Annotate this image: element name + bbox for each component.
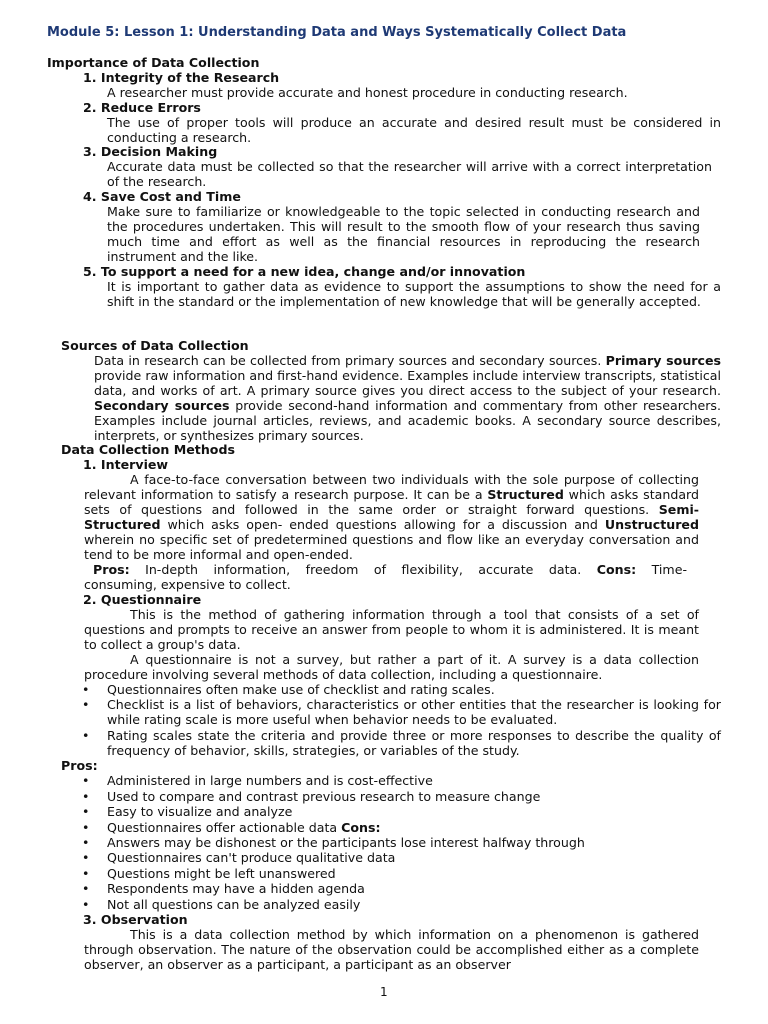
importance-item-1-text: A researcher must provide accurate and honest procedure in conducting research. [107, 85, 628, 100]
interview-pros-text: In-depth information, freedom of flexibility, accurate data. [129, 562, 597, 577]
bullet-icon: • [82, 866, 90, 881]
questionnaire-bullet-2: Checklist is a list of behaviors, characteristics or other entities that the researcher is looking for while rating scale is more useful when behavior needs to be evaluated. [107, 697, 721, 727]
questionnaire-pros-heading: Pros: [61, 758, 98, 773]
unstructured-term: Unstructured [604, 517, 699, 532]
structured-term: Structured [487, 487, 564, 502]
interview-text-1: A face-to-face conversation between two individuals with the sole purpose of collecting relevant information to satisfy a research purpose. It can be a [84, 472, 699, 502]
bullet-icon: • [82, 820, 90, 835]
questionnaire-bullet-1: Questionnaires often make use of checklist and rating scales. [107, 682, 495, 697]
interview-title: 1. Interview [83, 457, 169, 472]
sources-text-3: provide second-hand information and commentary from other researchers. Examples include journal articles, reviews, and academic books. A secondary source describes, interprets, or synthesizes primary sources. [94, 398, 722, 443]
interview-pros-label: Pros: [93, 562, 130, 577]
questionnaire-pro-2: Used to compare and contrast previous research to measure change [107, 789, 541, 804]
questionnaire-pro-4-text: Questionnaires offer actionable data [107, 820, 342, 835]
interview-text-3: which asks open- ended questions allowing for a discussion and [160, 517, 605, 532]
observation-paragraph: This is a data collection method by which information on a phenomenon is gathered through observation. The nature of the observation could be accomplished either as a complete observer, an observer as a participant, a participant as an observer [84, 927, 699, 972]
bullet-icon: • [82, 789, 90, 804]
methods-heading: Data Collection Methods [61, 442, 235, 457]
questionnaire-cons-label: Cons: [341, 820, 381, 835]
questionnaire-paragraph-1: This is the method of gathering information through a tool that consists of a set of questions and prompts to receive an answer from people to whom it is administered. It is meant to collect a group's data. [84, 607, 699, 652]
bullet-icon: • [82, 682, 90, 697]
questionnaire-pro-3: Easy to visualize and analyze [107, 804, 293, 819]
secondary-sources-term: Secondary sources [94, 398, 230, 413]
sources-paragraph [94, 353, 721, 443]
bullet-icon: • [82, 804, 90, 819]
importance-item-5-title: 5. To support a need for a new idea, change and/or innovation [83, 264, 526, 279]
page-number: 1 [380, 985, 388, 999]
questionnaire-con-3: Questions might be left unanswered [107, 866, 336, 881]
questionnaire-con-1: Answers may be dishonest or the participants lose interest halfway through [107, 835, 585, 850]
observation-title: 3. Observation [83, 912, 188, 927]
importance-item-2-text: The use of proper tools will produce an accurate and desired result must be considered in conducting a research. [107, 115, 721, 145]
interview-cons-label: Cons: [596, 562, 637, 577]
importance-item-4-text: Make sure to familiarize or knowledgeable to the topic selected in conducting research and the procedures undertaken. This will result to the smooth flow of your research thus saving much time and effort as well as the financial resources in reproducing the research instrument and the like. [107, 204, 700, 264]
bullet-icon: • [82, 881, 90, 896]
importance-item-2-title: 2. Reduce Errors [83, 100, 201, 115]
questionnaire-con-2: Questionnaires can't produce qualitative data [107, 850, 396, 865]
importance-item-3-text: Accurate data must be collected so that the researcher will arrive with a correct interpretation of the research. [107, 159, 712, 189]
page-title: Module 5: Lesson 1: Understanding Data and Ways Systematically Collect Data [47, 25, 627, 40]
importance-item-4-title: 4. Save Cost and Time [83, 189, 241, 204]
sources-heading: Sources of Data Collection [61, 338, 249, 353]
questionnaire-bullet-3: Rating scales state the criteria and provide three or more responses to describe the quality of frequency of behavior, skills, strategies, or variables of the study. [107, 728, 721, 758]
interview-paragraph [84, 472, 699, 562]
interview-text-4: wherein no specific set of predetermined questions and flow like an everyday conversation and tend to be more informal and open-ended. [84, 532, 699, 562]
interview-cons-text-a: Time- [636, 562, 687, 577]
questionnaire-paragraph-2: A questionnaire is not a survey, but rather a part of it. A survey is a data collection procedure involving several methods of data collection, including a questionnaire. [84, 652, 699, 682]
questionnaire-con-4: Respondents may have a hidden agenda [107, 881, 365, 896]
questionnaire-pro-4 [107, 820, 381, 835]
sources-text-1: Data in research can be collected from primary sources and secondary sources. [94, 353, 606, 368]
importance-item-5-text: It is important to gather data as evidence to support the assumptions to show the need for a shift in the standard or the implementation of new knowledge that will be generally accepted. [107, 279, 721, 309]
interview-text-2: which asks standard sets of questions and followed in the same order or straight forward questions. [84, 487, 699, 517]
interview-cons-text-b: consuming, expensive to collect. [84, 577, 291, 592]
importance-heading: Importance of Data Collection [47, 55, 260, 70]
bullet-icon: • [82, 697, 90, 712]
bullet-icon: • [82, 773, 90, 788]
questionnaire-title: 2. Questionnaire [83, 592, 202, 607]
sources-text-2: provide raw information and first-hand evidence. Examples include interview transcripts, statistical data, and works of art. A primary source gives you direct access to the subject of your research. [94, 368, 721, 398]
bullet-icon: • [82, 835, 90, 850]
bullet-icon: • [82, 850, 90, 865]
bullet-icon: • [82, 728, 90, 743]
questionnaire-pro-1: Administered in large numbers and is cost-effective [107, 773, 433, 788]
importance-item-1-title: 1. Integrity of the Research [83, 70, 280, 85]
bullet-icon: • [82, 897, 90, 912]
importance-item-3-title: 3. Decision Making [83, 144, 218, 159]
questionnaire-con-5: Not all questions can be analyzed easily [107, 897, 361, 912]
interview-pros-cons-line [93, 562, 687, 577]
primary-sources-term: Primary sources [605, 353, 722, 368]
semi-structured-term: Semi-Structured [84, 502, 699, 532]
